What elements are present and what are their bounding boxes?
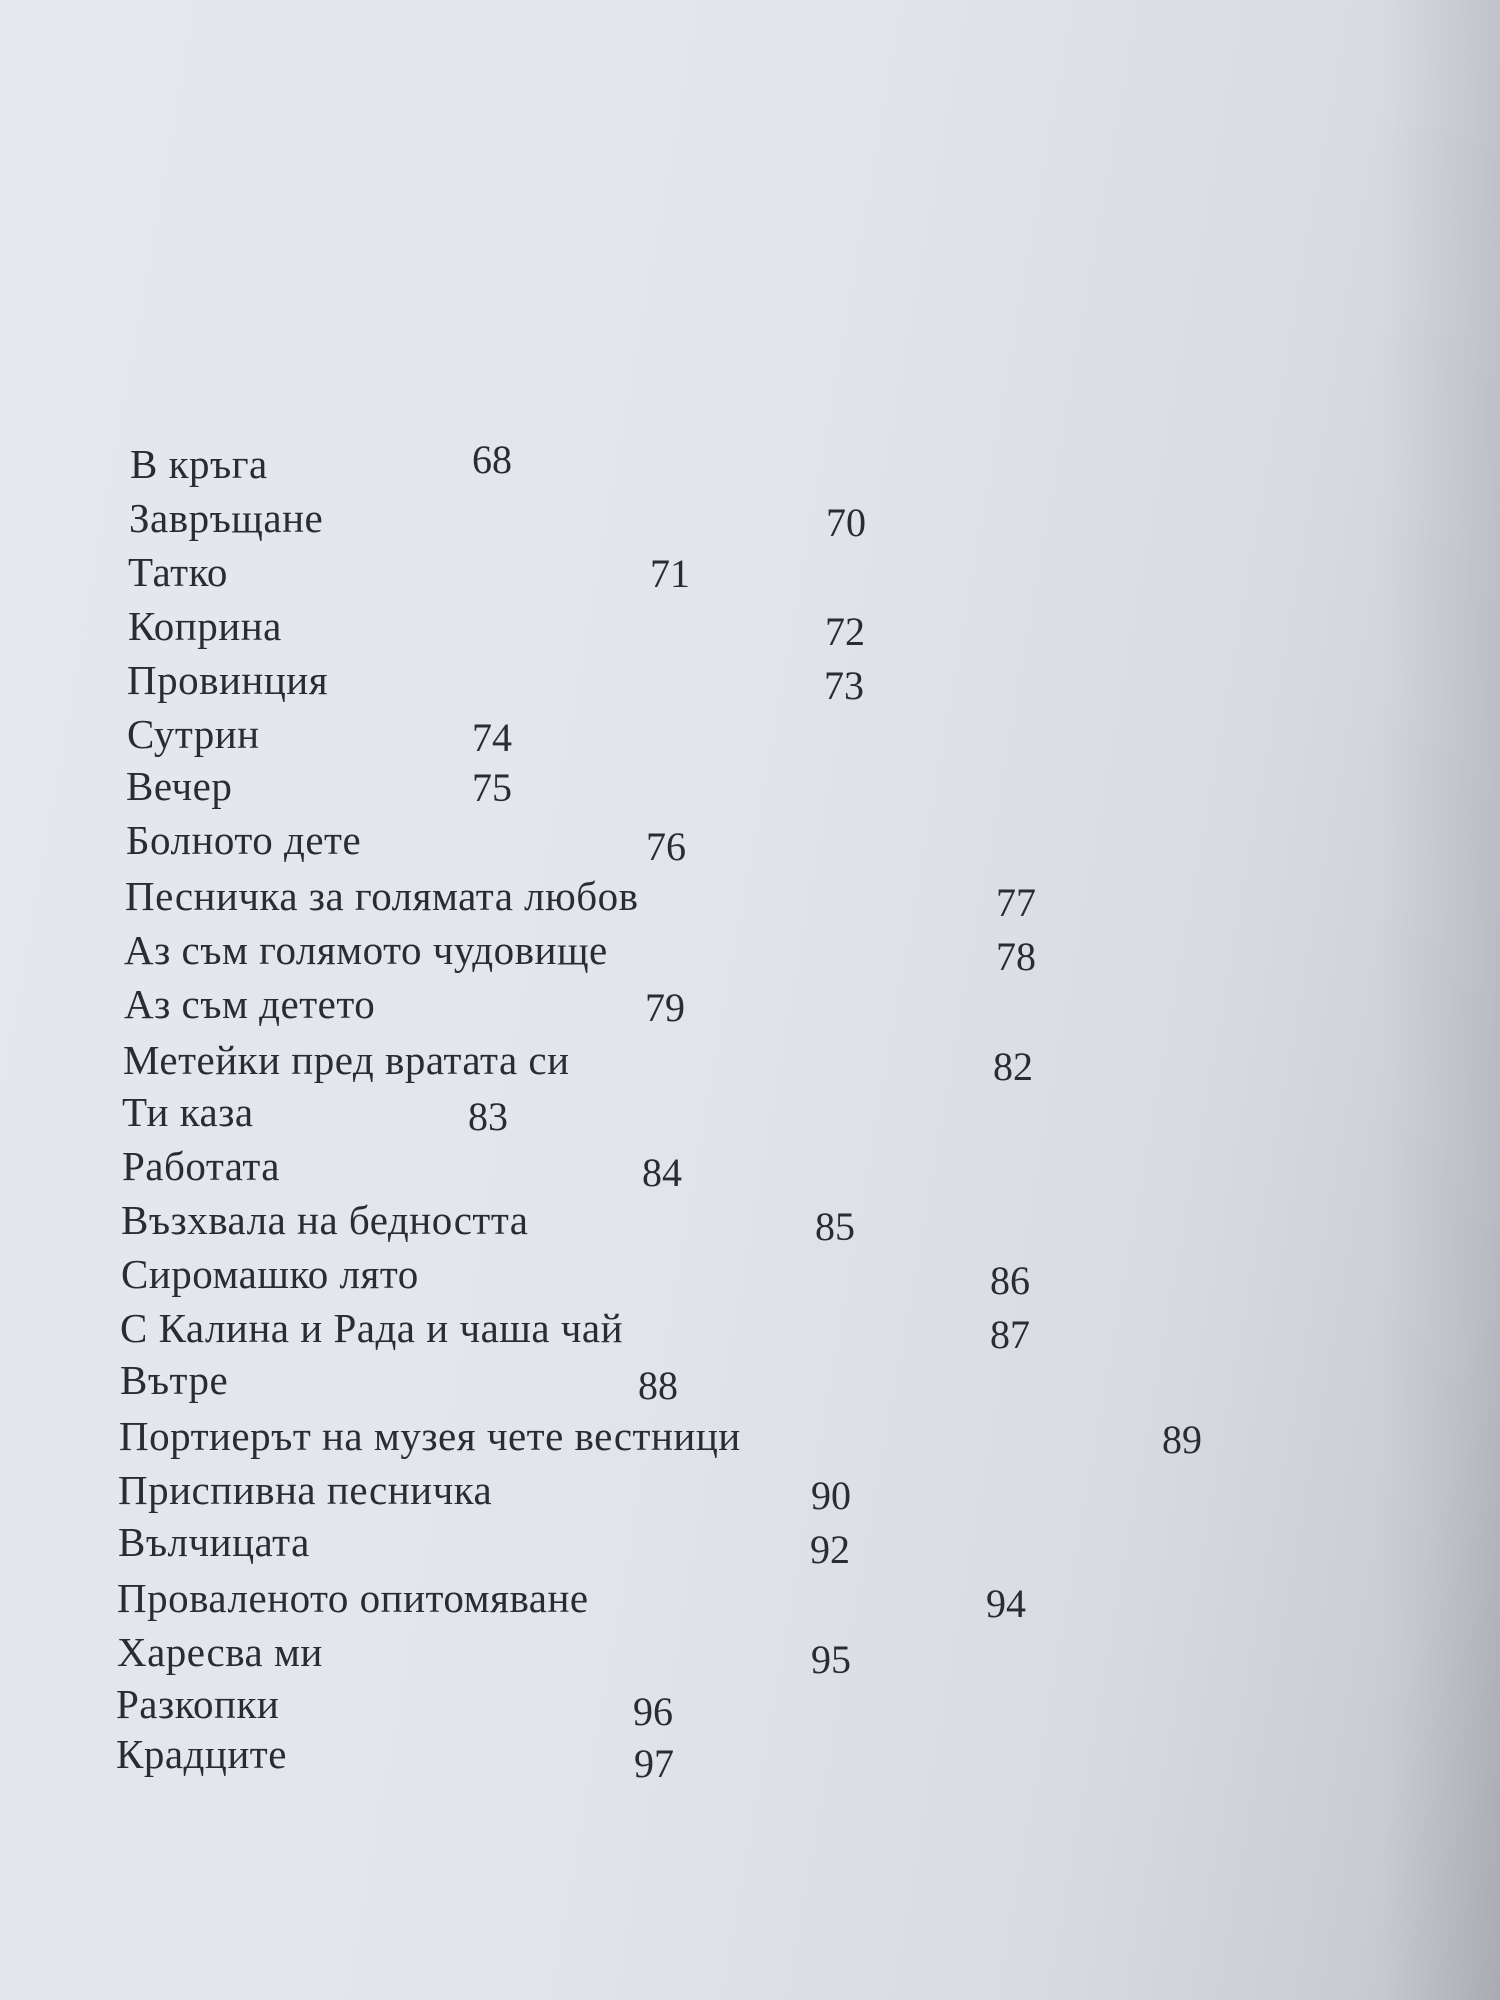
toc-entry-page: 74 [472,715,512,760]
toc-entry-page: 70 [826,500,866,545]
toc-entry-page: 92 [810,1527,850,1572]
toc-entry-title: Разкопки [116,1681,280,1727]
toc-entry-title: Сиромашко лято [121,1251,419,1297]
toc-entry-title: Аз съм голямото чудовище [124,927,608,973]
toc-entry-page: 73 [824,663,864,708]
toc-entry-title: Аз съм детето [124,981,376,1027]
toc-entry-title: Портиерът на музея чете вестници [119,1413,741,1459]
toc-entry-page: 89 [1162,1417,1202,1462]
toc-entry-page: 83 [468,1094,508,1139]
toc-entry-page: 87 [990,1312,1030,1357]
toc-entry-title: Ти каза [122,1089,254,1135]
page-edge-shadow [1380,0,1500,2000]
toc-entry-title: Татко [128,549,228,595]
toc-entry-page: 85 [815,1204,855,1249]
toc-entry-title: Вътре [120,1357,229,1403]
toc-entry-page: 84 [642,1150,682,1195]
toc-entry-page: 71 [650,551,690,596]
toc-entry-title: Проваленото опитомяване [117,1575,589,1621]
toc-entry-title: Вълчицата [118,1519,310,1565]
toc-entry-page: 79 [645,985,685,1030]
toc-entry-page: 72 [825,609,865,654]
toc-entry-page: 68 [472,437,512,482]
toc-entry-title: Възхвала на бедността [121,1197,529,1243]
toc-entry-title: Завръщане [129,495,324,541]
toc-entry-page: 86 [990,1258,1030,1303]
toc-entry-title: Метейки пред вратата си [123,1037,570,1083]
toc-entry-title: Провинция [127,657,329,703]
toc-entry-page: 90 [811,1473,851,1518]
toc-entry-title: Вечер [126,763,233,809]
toc-entry-title: В кръга [130,441,268,487]
toc-entry-title: Работата [122,1143,280,1189]
toc-entry-title: Харесва ми [117,1629,323,1675]
toc-entry-title: Крадците [116,1731,287,1777]
toc-entry-title: Болното дете [126,817,362,863]
toc-entry-page: 77 [996,880,1036,925]
toc-entry-title: Приспивна песничка [118,1467,493,1513]
toc-entry-page: 82 [993,1044,1033,1089]
toc-entry-page: 88 [638,1363,678,1408]
toc-entry-title: Сутрин [127,711,260,757]
toc-entry-page: 94 [986,1581,1026,1626]
toc-entry-page: 78 [996,934,1036,979]
toc-entry-page: 75 [472,765,512,810]
toc-entry-page: 95 [811,1637,851,1682]
toc-entry-title: Коприна [128,603,282,649]
toc-entry-page: 96 [633,1689,673,1734]
toc-entry-title: Песничка за голямата любов [125,873,639,919]
toc-entry-page: 97 [634,1741,674,1786]
toc-entry-page: 76 [646,824,686,869]
toc-entry-title: С Калина и Рада и чаша чай [120,1305,624,1351]
